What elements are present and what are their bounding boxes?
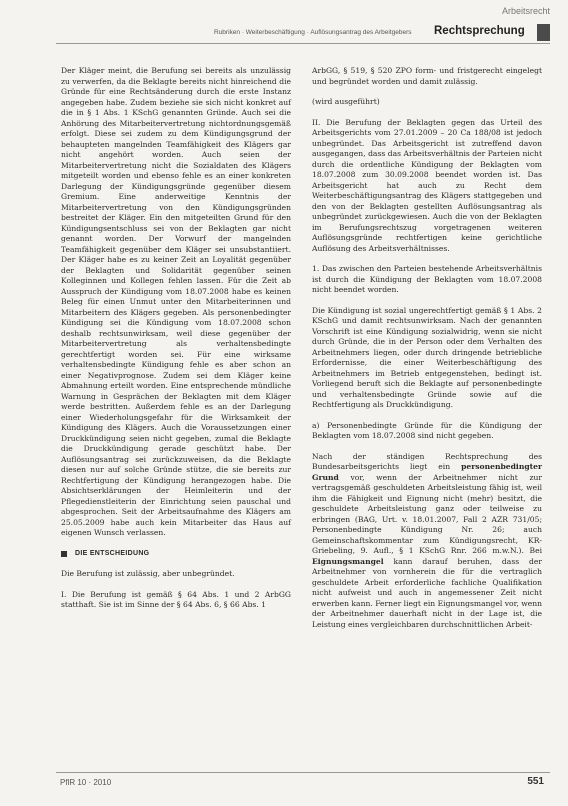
footer-rule — [56, 772, 550, 773]
right-paragraph-2: (wird ausgeführt) — [312, 97, 380, 106]
right-paragraph-1: ArbGG, § 519, § 520 ZPO form- und fristgerecht eingelegt und begründet worden und damit zulässig. — [312, 66, 542, 86]
section-label: Arbeitsrecht — [501, 6, 550, 16]
bold-term: Eignungsmangel — [312, 556, 384, 566]
text-run: Nach der ständigen Rechtsprechung des Bundesarbeitsgerichts liegt ein — [312, 451, 542, 471]
bold-term: personenbedingter Grund — [312, 462, 542, 482]
right-paragraph-7 — [312, 452, 542, 631]
breadcrumb: Rubriken · Weiterbeschäftigung · Auflösungsantrag des Arbeitgebers — [214, 29, 412, 36]
header-rule — [56, 43, 550, 44]
section-heading — [61, 549, 291, 560]
right-paragraph-6: a) Personenbedingte Gründe für die Kündigung der Beklagten vom 18.07.2008 sind nicht gegeben. — [312, 420, 542, 440]
left-paragraph-1: Der Kläger meint, die Berufung sei bereits als unzulässig zu verwerfen, da die Beklagte bereits nicht hinreichend die Gründe für eine Rechtsänderung durch die erste Instanz angegeben habe. Zudem beziehe sie sich nicht konkret auf die in § 1 Abs. 1 KSchG genannten Gründe. Auch sei die Anhörung des Mitarbeitervertretung nichtordnungsgemäß erfolgt. Diese sei zudem zu dem Kündigungsgrund der behaupteten mangelnden Teamfähigkeit des Klägers gar nicht angehört worden. Auch seien der Mitarbeitervertretung nicht die Sozialdaten des Klägers mitgeteilt worden und ebenso fehle es an einer konkreten Darlegung der Kündigungsgründe gegenüber diesem Gremium. Eine anderweitige Kenntnis der Mitarbeitervertretung von den Kündigungsgründen bestreitet der Kläger. Ein den mitgeteilten Grund für den Kündigungsentschluss sei von der Beklagten gar nicht genannt worden. Der Vorwurf der mangelnden Teamfähigkeit gegenüber dem Kläger sei unsubstantiiert. Der Kläger habe es zu keiner Zeit an Loyalität gegenüber der Beklagten und Solidarität gegenüber seinen Kolleginnen und Kollegen fehlen lassen. Für die Zeit ab Ausspruch der Kündigung vom 18.07.2008 habe es keinen Beleg für einen Unmut unter den Mitarbeiterinnen und Mitarbeitern des Klägers gegeben. Als personenbedingter Kündigung sei die Kündigung vom 18.07.2008 schon deshalb rechtsunwirksam, weil diese gegenüber der Mitarbeitervertretung als verhaltensbedingte gerechtfertigt worden sei. Für eine wirksame verhaltensbedingte Kündigung fehle es aber schon an einer Negativprognose. Zudem sei dem Kläger keine Abmahnung erteilt worden. Eine entsprechende mündliche Warnung in Gesprächen der Beklagten mit dem Kläger werde bestritten. Außerdem fehle es an der Darlegung einer Wiederholungsgefahr für die Wirksamkeit der Kündigung des Klägers. Auch die Voraussetzungen einer Druckkündigung seien nicht gegeben, zumal die Beklagte die Druckkündigung gerade geschützt habe. Der Auflösungsantrag sei zurückzuweisen, da die Beklagte diesen nur auf solche Gründe stütze, die sie bereits zur Rechtfertigung der Kündigung herangezogen habe. Die Absichtserklärungen der Heimleiterin und der Pflegedienstleiterin der Einrichtung seien pauschal und abgesprochen. Seit der Arbeitsaufnahme des Klägers am 25.05.2009 habe auch kein Mitarbeiter das Haus auf eigenen Wunsch verlassen. — [61, 66, 291, 537]
right-paragraph-5: Die Kündigung ist sozial ungerechtfertigt gemäß § 1 Abs. 2 KSchG und damit rechtsunwirksam. Nach der genannten Vorschrift ist eine Kündigung sozialwidrig, wenn sie nicht durch Gründe, die in der Person oder dem Verhalten des Arbeitnehmers liegen, oder durch dringende betriebliche Erfordernisse, die einer Weiterbeschäftigung des Arbeitnehmers im Betrieb entgegenstehen, bedingt ist. Vorliegend beruft sich die Beklagte auf personenbedingte und verhaltensbedingte Gründe sowie auf die Rechtfertigung als Druckkündigung. — [312, 305, 542, 409]
text-run: kann darauf beruhen, dass der Arbeitnehmer von vornherein die für die vertraglich geschuldete Arbeit erforderliche fachliche Qualifikation nicht aufweist und auch in angemessener Zeit nicht erwerben kann. Ferner liegt ein Eignungsmangel vor, wenn der Arbeitnehmer dauerhaft nicht in der Lage ist, die Leistung eines vergleichbaren durchschnittlichen Arbeit- — [312, 556, 542, 629]
section-heading-text: DIE ENTSCHEIDUNG — [75, 549, 150, 557]
right-paragraph-3: II. Die Berufung der Beklagten gegen das Urteil des Arbeitsgerichts vom 27.01.2009 – 20 Ca 188/08 ist jedoch unbegründet. Das Arbeitsgericht ist zutreffend davon ausgegangen, dass das Arbeitsverhältnis der Parteien nicht durch die ordentliche Kündigung der Beklagten vom 18.07.2008 zum 30.09.2008 beendet worden ist. Das Arbeitsgericht hat auch zu Recht dem Weiterbeschäftigungsantrag des Klägers stattgegeben und den von der Beklagten gestellten Auflösungsantrag als unbegründet zurückgewiesen. Auch die von der Beklagten im Berufungsrechtszug vorgetragenen weiteren Auflösungsgründe rechtfertigen keine gerichtliche Auflösung des Arbeitsverhältnisses. — [312, 117, 542, 253]
left-paragraph-3: I. Die Berufung ist gemäß § 64 Abs. 1 und 2 ArbGG statthaft. Sie ist im Sinne der § 64 Abs. 6, § 66 Abs. 1 — [61, 589, 291, 609]
page-header — [0, 0, 568, 44]
journal-citation: PflR 10 · 2010 — [60, 778, 112, 787]
text-run: vor, wenn der Arbeitnehmer nicht zur vertragsgemäß geschuldeten Arbeitsleistung fähig ist, weil ihm die Fähigkeit und Eignung nicht (mehr) besitzt, die geschuldete Arbeitsleistung ganz oder teilweise zu erbringen (BAG, Urt. v. 18.01.2007, Fall 2 AZR 731/05; Personenbedingte Kündigung Nr. 26; auch Gemeinschaftskommentar zum Kündigungsrecht, KR-Griebeling, 9. Aufl., § 1 KSchG Rnr. 266 m.w.N.). Bei — [312, 472, 542, 555]
right-paragraph-4: 1. Das zwischen den Parteien bestehende Arbeitsverhältnis ist durch die Kündigung der Beklagten vom 18.07.2008 nicht beendet worden. — [312, 264, 542, 294]
rubric-title: Rechtsprechung — [434, 25, 525, 37]
page-number: 551 — [527, 776, 544, 787]
rubric-tab-marker — [537, 24, 550, 41]
left-column — [61, 66, 291, 611]
right-column — [312, 66, 542, 630]
left-paragraph-2: Die Berufung ist zulässig, aber unbegründet. — [61, 569, 235, 578]
square-bullet-icon — [61, 551, 67, 557]
